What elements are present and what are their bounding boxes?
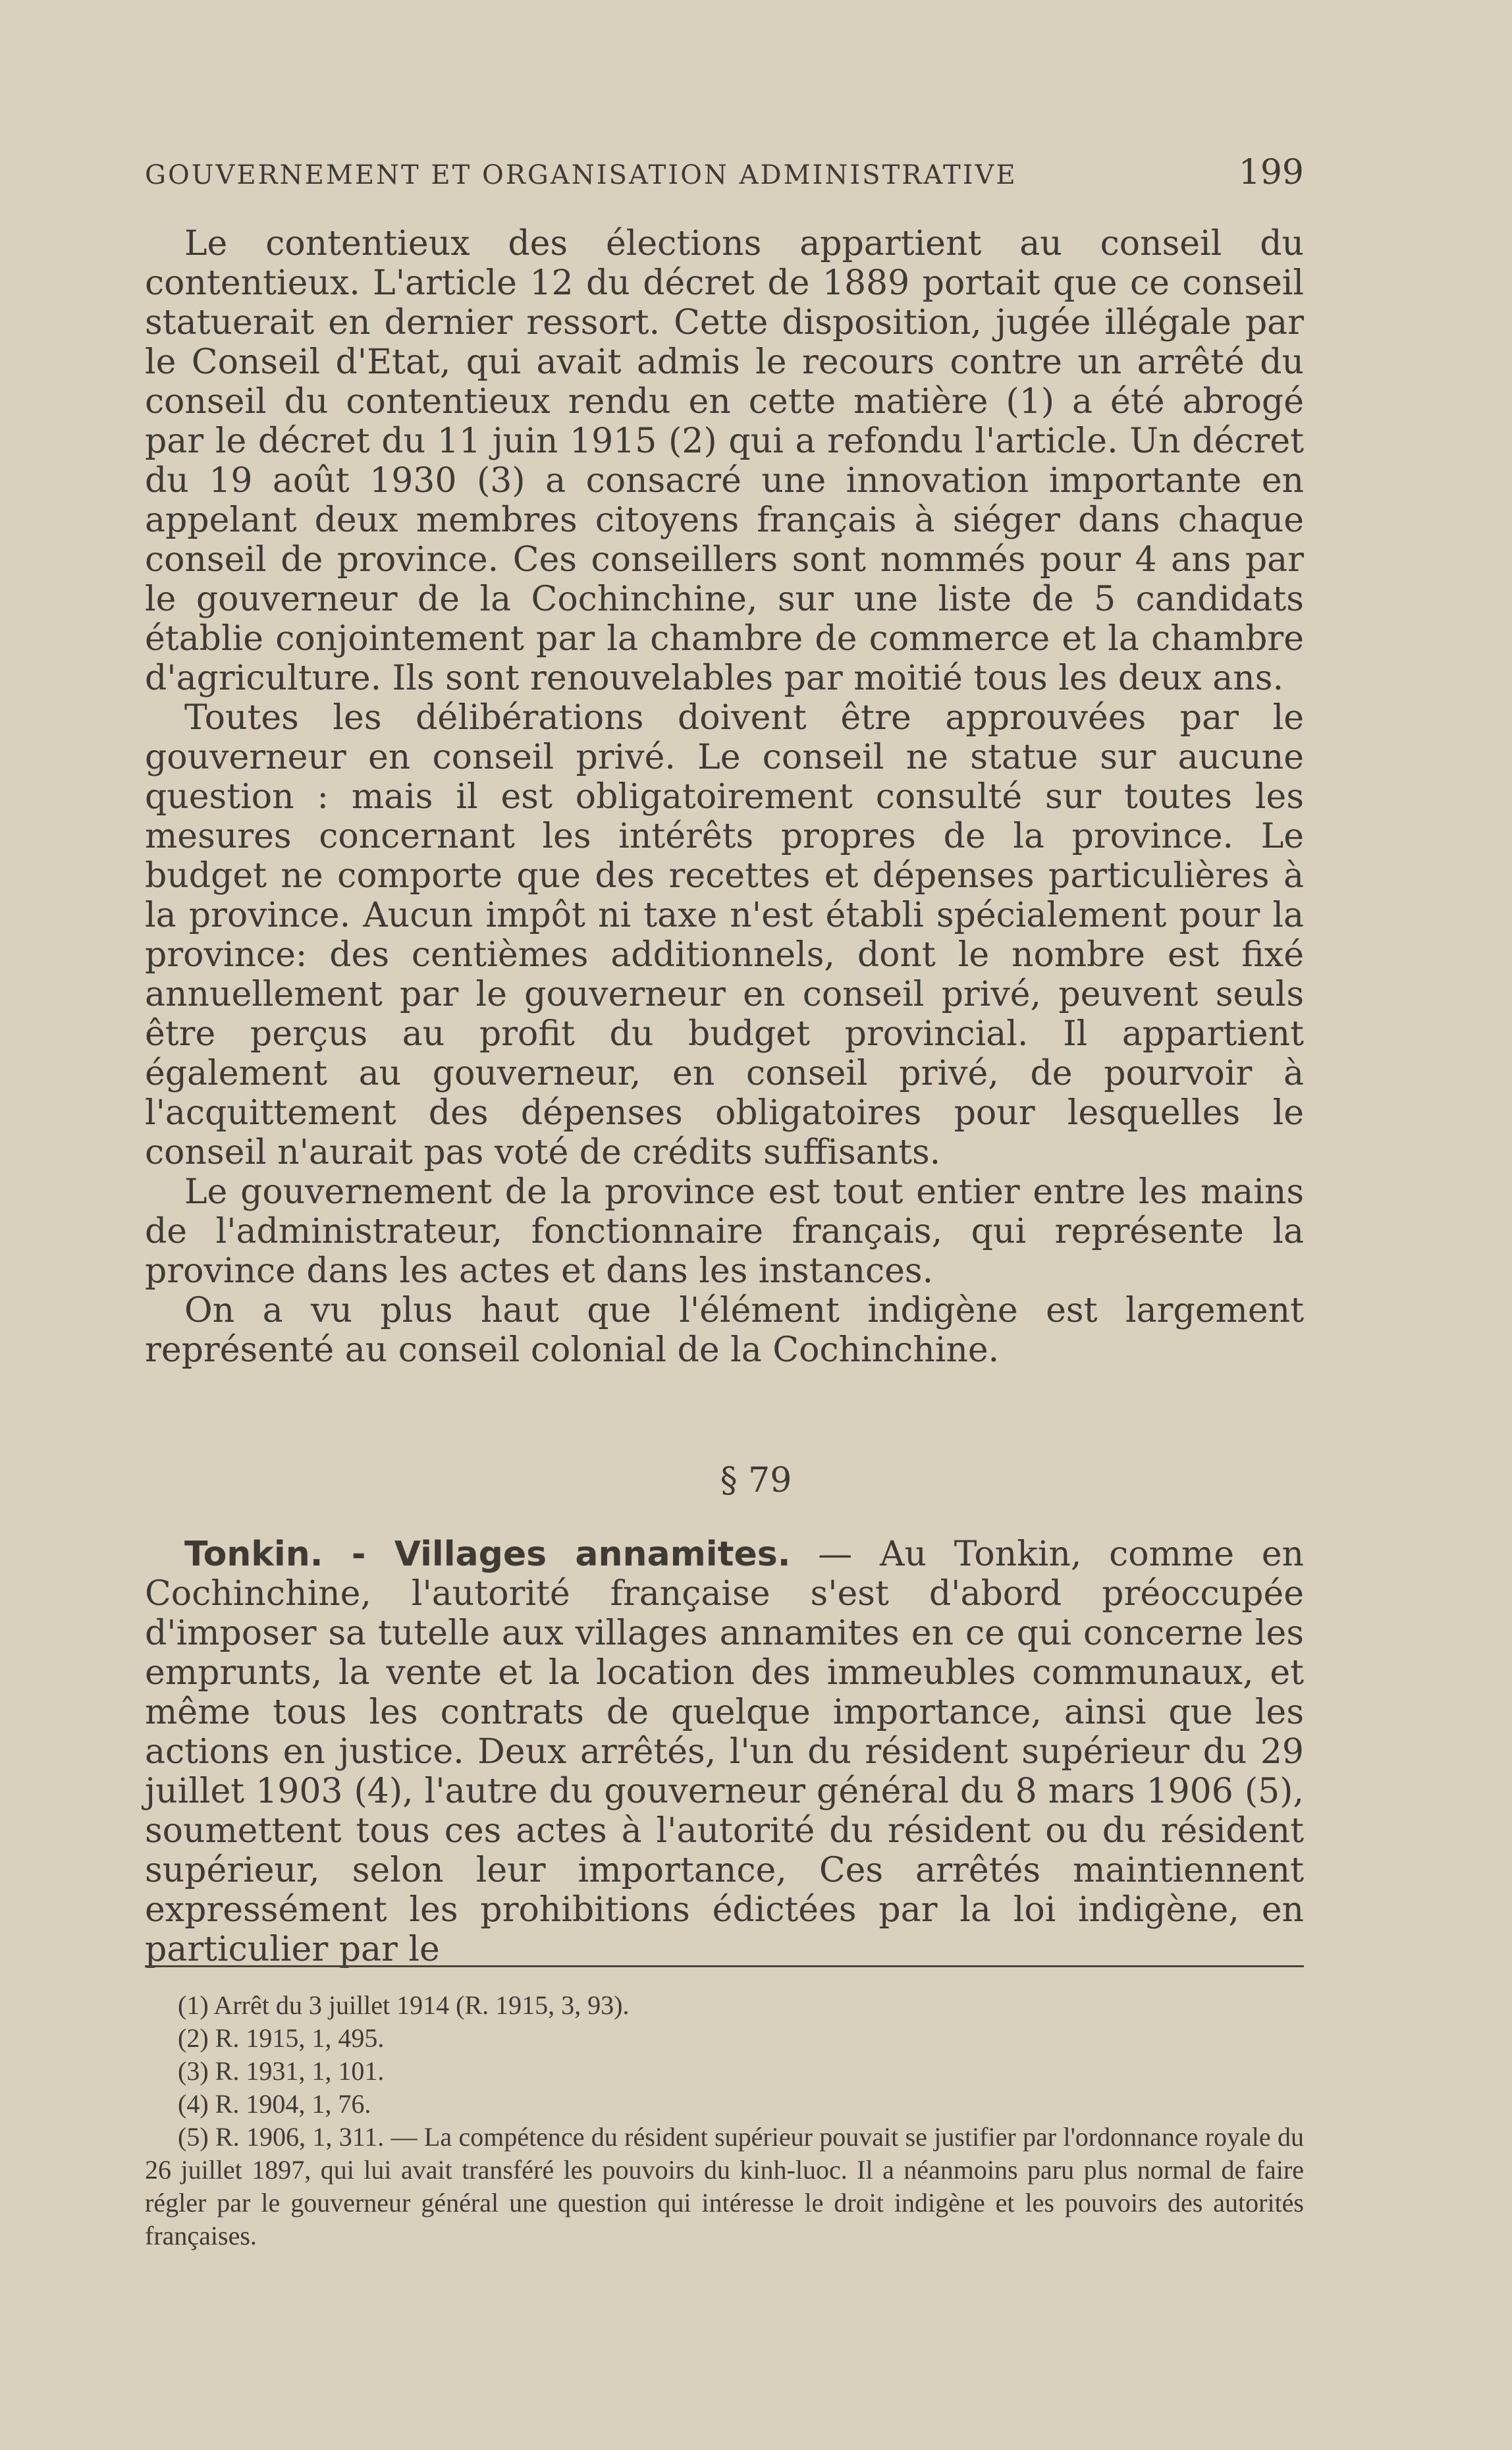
paragraph: On a vu plus haut que l'élément indigène est largement représenté au conseil colonial de la Cochinchine.: [145, 1291, 1304, 1370]
paragraph: [145, 1535, 1304, 1969]
section-number: § 79: [720, 1461, 792, 1500]
paragraph: Le contentieux des élections appartient au conseil du contentieux. L'article 12 du décret de 1889 portait que ce conseil statuerait en dernier ressort. Cette disposition, jugée illégale par le Conseil d'Etat, qui avait admis le recours contre un arrêté du conseil du contentieux rendu en cette matière (1) a été abrogé par le décret du 11 juin 1915 (2) qui a refondu l'article. Un décret du 19 août 1930 (3) a consacré une innovation importante en appelant deux membres citoyens français à siéger dans chaque conseil de province. Ces conseillers sont nommés pour 4 ans par le gouverneur de la Cochinchine, sur une liste de 5 candidats établie conjointement par la chambre de commerce et la chambre d'agriculture. Ils sont renouvelables par moitié tous les deux ans.: [145, 224, 1304, 698]
footnote: (3) R. 1931, 1, 101.: [178, 2056, 385, 2086]
footnote-divider: [145, 1965, 1304, 1967]
page-number: 199: [1238, 153, 1304, 192]
footnote: (2) R. 1915, 1, 495.: [178, 2023, 385, 2053]
page-header: [145, 153, 1304, 192]
section-heading: Tonkin. - Villages annamites.: [184, 1535, 791, 1574]
footnote: (4) R. 1904, 1, 76.: [178, 2089, 371, 2119]
footnotes: [145, 1989, 1304, 2252]
main-text: [145, 224, 1304, 1370]
paragraph: Le gouvernement de la province est tout entier entre les mains de l'administrateur, fonctionnaire français, qui représente la province dans les actes et dans les instances.: [145, 1172, 1304, 1291]
section-text: — Au Tonkin, comme en Cochinchine, l'autorité française s'est d'abord préoccupée d'imposer sa tutelle aux villages annamites en ce qui concerne les emprunts, la vente et la location des immeubles communaux, et même tous les contrats de quelque importance, ainsi que les actions en justice. Deux arrêtés, l'un du résident supérieur du 29 juillet 1903 (4), l'autre du gouverneur général du 8 mars 1906 (5), soumettent tous ces actes à l'autorité du résident ou du résident supérieur, selon leur importance, Ces arrêtés maintiennent expressément les prohibitions édictées par la loi indigène, en particulier par le: [145, 1535, 1304, 1969]
paragraph: Toutes les délibérations doivent être approuvées par le gouverneur en conseil privé. Le conseil ne statue sur aucune question : mais il est obligatoirement consulté sur toutes les mesures concernant les intérêts propres de la province. Le budget ne comporte que des recettes et dépenses particulières à la province. Aucun impôt ni taxe n'est établi spécialement pour la province: des centièmes additionnels, dont le nombre est fixé annuellement par le gouverneur en conseil privé, peuvent seuls être perçus au profit du budget provincial. Il appartient également au gouverneur, en conseil privé, de pourvoir à l'acquittement des dépenses obligatoires pour lesquelles le conseil n'aurait pas voté de crédits suffisants.: [145, 698, 1304, 1172]
tonkin-section: [145, 1535, 1304, 1969]
footnote: (5) R. 1906, 1, 311. — La compétence du résident supérieur pouvait se justifier par l'ordonnance royale du 26 juillet 1897, qui lui avait transféré les pouvoirs du kinh-luoc. Il a néanmoins paru plus normal de faire régler par le gouverneur général une question qui intéresse le droit indigène et les pouvoirs des autorités françaises.: [145, 2122, 1304, 2250]
running-title: GOUVERNEMENT ET ORGANISATION ADMINISTRATIVE: [145, 160, 1017, 190]
footnote: (1) Arrêt du 3 juillet 1914 (R. 1915, 3, 93).: [178, 1990, 630, 2020]
